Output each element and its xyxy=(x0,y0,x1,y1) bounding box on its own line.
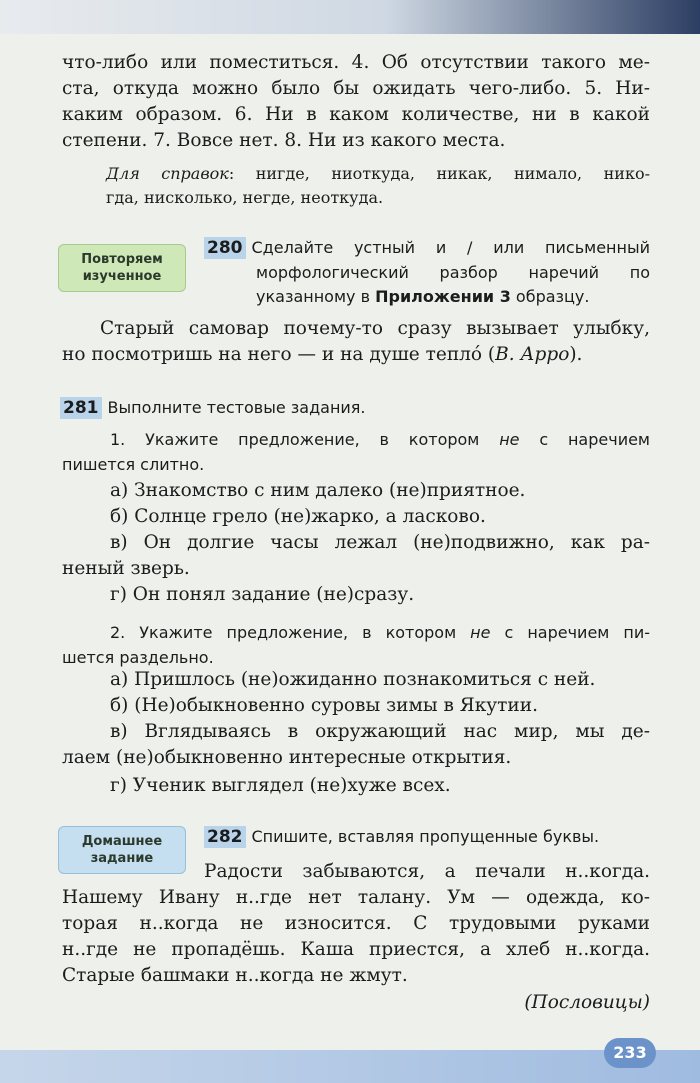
badge-review xyxy=(58,244,186,292)
ex282-line-2: Нашему Ивану н..где нет талану. Ум — одежда, ко- xyxy=(62,887,650,908)
q1-option-a: а) Знакомство с ним далеко (не)приятное. xyxy=(110,480,526,501)
q2-text-a: 2. Укажите предложение, в котором xyxy=(110,623,471,642)
ex280-appendix-ref: Приложении 3 xyxy=(375,287,511,306)
ex282-line-5: Старые башмаки н..когда не жмут. xyxy=(62,965,408,986)
ex280-text-2-end: ). xyxy=(569,344,583,365)
q1-line-1 xyxy=(110,427,650,453)
ex281-task xyxy=(60,395,648,421)
badge-homework-line-2: задание xyxy=(90,851,154,866)
ex280-text-line-1: Старый самовар почему-то сразу вызывает улыбку, xyxy=(100,318,650,339)
ex282-source: (Пословицы) xyxy=(524,992,650,1013)
intro-line-1: что-либо или поместиться. 4. Об отсутствии такого ме- xyxy=(62,52,650,73)
q1-option-c: в) Он долгие часы лежал (не)подвижно, как ра- xyxy=(110,532,650,553)
intro-line-4: степени. 7. Вовсе нет. 8. Ни из какого места. xyxy=(62,130,506,151)
intro-line-3: каким образом. 6. Ни в каком количестве, ни в какой xyxy=(62,104,650,125)
ex280-task-line-2: морфологический разбор наречий по xyxy=(256,263,650,282)
reference-label: Для справок xyxy=(106,164,229,183)
q2-option-d: г) Ученик выглядел (не)хуже всех. xyxy=(110,775,451,796)
bottom-border xyxy=(0,1050,700,1083)
q2-text-b: с наречием пи- xyxy=(490,623,651,642)
ex280-task-line-3 xyxy=(256,284,650,310)
q2-option-c: в) Вглядываясь в окружающий нас мир, мы де- xyxy=(110,721,650,742)
intro-line-2: ста, откуда можно было бы ожидать чего-либо. 5. Ни- xyxy=(62,78,650,99)
ex281-task-text: Выполните тестовые задания. xyxy=(107,398,366,417)
q1-line-2: пишется слитно. xyxy=(62,455,205,474)
q1-text-a: 1. Укажите предложение, в котором xyxy=(110,430,500,449)
ex280-task-text-3a: указанному в xyxy=(256,287,376,306)
q2-option-a: а) Пришлось (не)ожиданно познакомиться с ней. xyxy=(110,669,596,690)
ex280-number: 280 xyxy=(204,237,246,259)
q1-option-c-cont: неный зверь. xyxy=(62,558,190,579)
ex280-text-2a: но посмотришь на него — и на душе тепло́ ( xyxy=(62,344,496,365)
ex280-task-line-1 xyxy=(204,235,650,261)
top-border xyxy=(0,0,700,34)
q1-option-b: б) Солнце грело (не)жарко, а ласково. xyxy=(110,506,486,527)
q2-line-2: шется раздельно. xyxy=(62,648,214,667)
q1-ne: не xyxy=(499,430,520,449)
ex280-task-text-1: Сделайте устный и / или письменный xyxy=(251,238,650,257)
q2-option-b: б) (Не)обыкновенно суровы зимы в Якутии. xyxy=(110,695,538,716)
badge-homework-line-1: Домашнее xyxy=(81,834,163,849)
ex282-task xyxy=(204,824,650,850)
ex282-line-4: н..где не пропадёшь. Каша приестся, а хлеб н..когда. xyxy=(62,939,650,960)
q2-option-c-cont: лаем (не)обыкновенно интересные открытия. xyxy=(62,747,512,768)
page-number: 233 xyxy=(604,1038,656,1068)
ex282-line-3: торая н..когда не износится. С трудовыми руками xyxy=(62,913,650,934)
ex280-task-text-3c: образцу. xyxy=(510,287,590,306)
ex282-line-1: Радости забываются, а печали н..когда. xyxy=(204,861,650,882)
q2-line-1 xyxy=(110,620,650,646)
reference-line-1 xyxy=(106,161,650,187)
ex280-text-line-2 xyxy=(62,342,650,368)
ex282-task-text: Спишите, вставляя пропущенные буквы. xyxy=(251,827,600,846)
badge-review-line-1: Повторяем xyxy=(81,252,163,267)
ex282-number: 282 xyxy=(204,826,246,848)
ex281-number: 281 xyxy=(60,397,102,419)
q1-text-b: с наречием xyxy=(519,430,651,449)
reference-line-2: гда, нисколько, негде, неоткуда. xyxy=(106,188,384,207)
reference-words: : нигде, ниоткуда, никак, нимало, нико- xyxy=(228,164,651,183)
q1-option-d: г) Он понял задание (не)сразу. xyxy=(110,584,415,605)
ex280-author: В. Арро xyxy=(495,344,570,365)
badge-review-line-2: изученное xyxy=(82,269,162,284)
badge-homework xyxy=(58,826,186,874)
q2-ne: не xyxy=(470,623,491,642)
